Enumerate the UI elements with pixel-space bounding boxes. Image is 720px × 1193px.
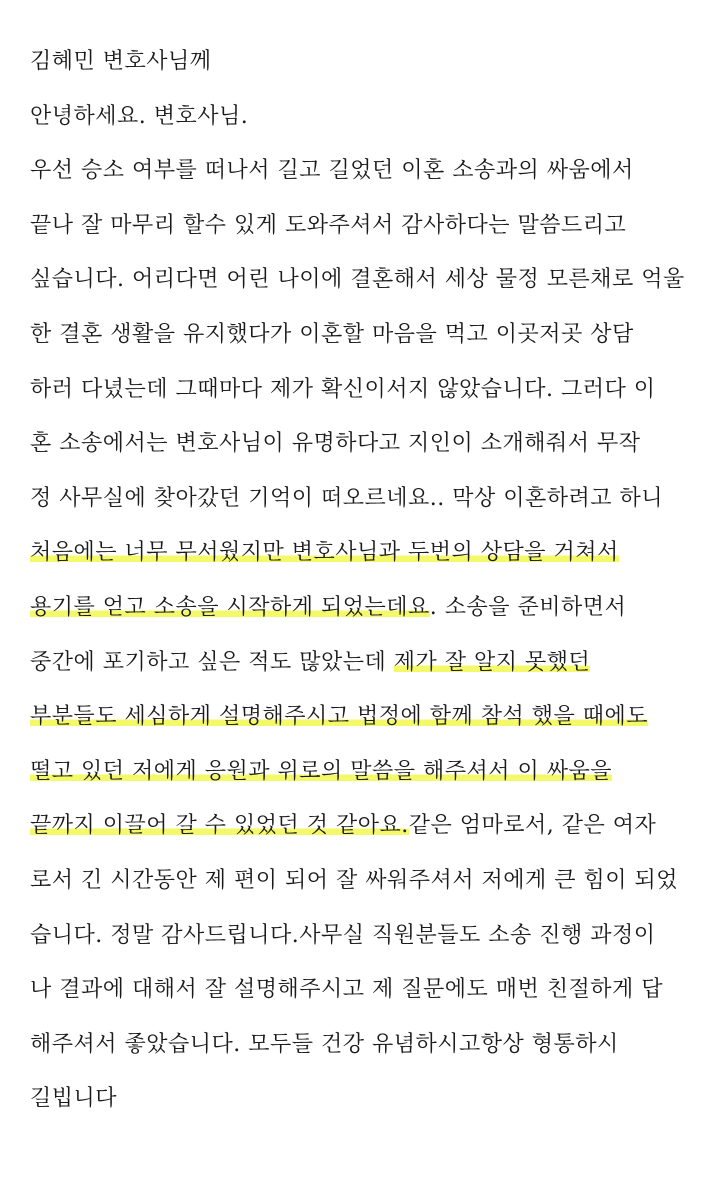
highlighted-text: 끝까지 이끌어 갈 수 있었던 것 같아요. (30, 813, 409, 839)
letter-line (30, 968, 698, 1023)
letter-line (30, 422, 698, 477)
letter-line (30, 149, 698, 204)
letter-line (30, 586, 698, 641)
letter-line (30, 1023, 698, 1078)
highlighted-text: 처음에는 너무 무서웠지만 변호사님과 두번의 상담을 거쳐서 (30, 540, 619, 566)
line-text: 정 사무실에 찾아갔던 기억이 떠오르네요.. 막상 이혼하려고 하니 (30, 485, 663, 511)
letter-line (30, 859, 698, 914)
line-text: 습니다. 정말 감사드립니다.사무실 직원분들도 소송 진행 과정이 (30, 922, 656, 948)
line-text: 중간에 포기하고 싶은 적도 많았는데 (30, 649, 394, 675)
line-text: 싶습니다. 어리다면 어린 나이에 결혼해서 세상 물정 모른채로 억울 (30, 267, 685, 293)
line-text: 하러 다녔는데 그때마다 제가 확신이서지 않았습니다. 그러다 이 (30, 376, 656, 402)
handwritten-letter (30, 40, 698, 1132)
highlighted-text: 제가 잘 알지 못했던 (393, 649, 591, 675)
line-text: 김혜민 변호사님께 (30, 49, 212, 74)
highlighted-text: 부분들도 세심하게 설명해주시고 법정에 함께 참석 했을 때에도 (30, 704, 649, 730)
letter-line (30, 204, 698, 259)
line-text: 한 결혼 생활을 유지했다가 이혼할 마음을 먹고 이곳저곳 상담 (30, 321, 634, 347)
letter-line (30, 258, 698, 313)
line-text: 끝나 잘 마무리 할수 있게 도와주셔서 감사하다는 말씀드리고 (30, 212, 627, 238)
line-text: 혼 소송에서는 변호사님이 유명하다고 지인이 소개해줘서 무작 (30, 431, 641, 457)
letter-line (30, 914, 698, 969)
letter-line (30, 95, 698, 150)
letter-line (30, 1077, 698, 1132)
letter-line (30, 40, 698, 95)
line-text-after: 같은 엄마로서, 같은 여자 (408, 813, 657, 839)
highlighted-text: 용기를 얻고 소송을 시작하게 되었는데요 (30, 594, 430, 620)
line-text: 우선 승소 여부를 떠나서 길고 길었던 이혼 소송과의 싸움에서 (30, 158, 634, 184)
line-text: 나 결과에 대해서 잘 설명해주시고 제 질문에도 매번 친절하게 답 (30, 977, 663, 1003)
letter-line (30, 750, 698, 805)
letter-line (30, 804, 698, 859)
letter-line (30, 695, 698, 750)
line-text-after: . 소송을 준비하면서 (429, 594, 627, 620)
line-text: 안녕하세요. 변호사님. (30, 103, 249, 129)
letter-line (30, 531, 698, 586)
highlighted-text: 떨고 있던 저에게 응원과 위로의 말씀을 해주셔서 이 싸움을 (30, 758, 612, 784)
letter-line (30, 641, 698, 696)
line-text: 해주셔서 좋았습니다. 모두들 건강 유념하시고항상 형통하시 (30, 1031, 619, 1057)
line-text: 길빕니다 (30, 1086, 118, 1112)
letter-line (30, 313, 698, 368)
line-text: 로서 긴 시간동안 제 편이 되어 잘 싸워주셔서 저에게 큰 힘이 되었 (30, 867, 678, 893)
letter-line (30, 477, 698, 532)
letter-line (30, 368, 698, 423)
